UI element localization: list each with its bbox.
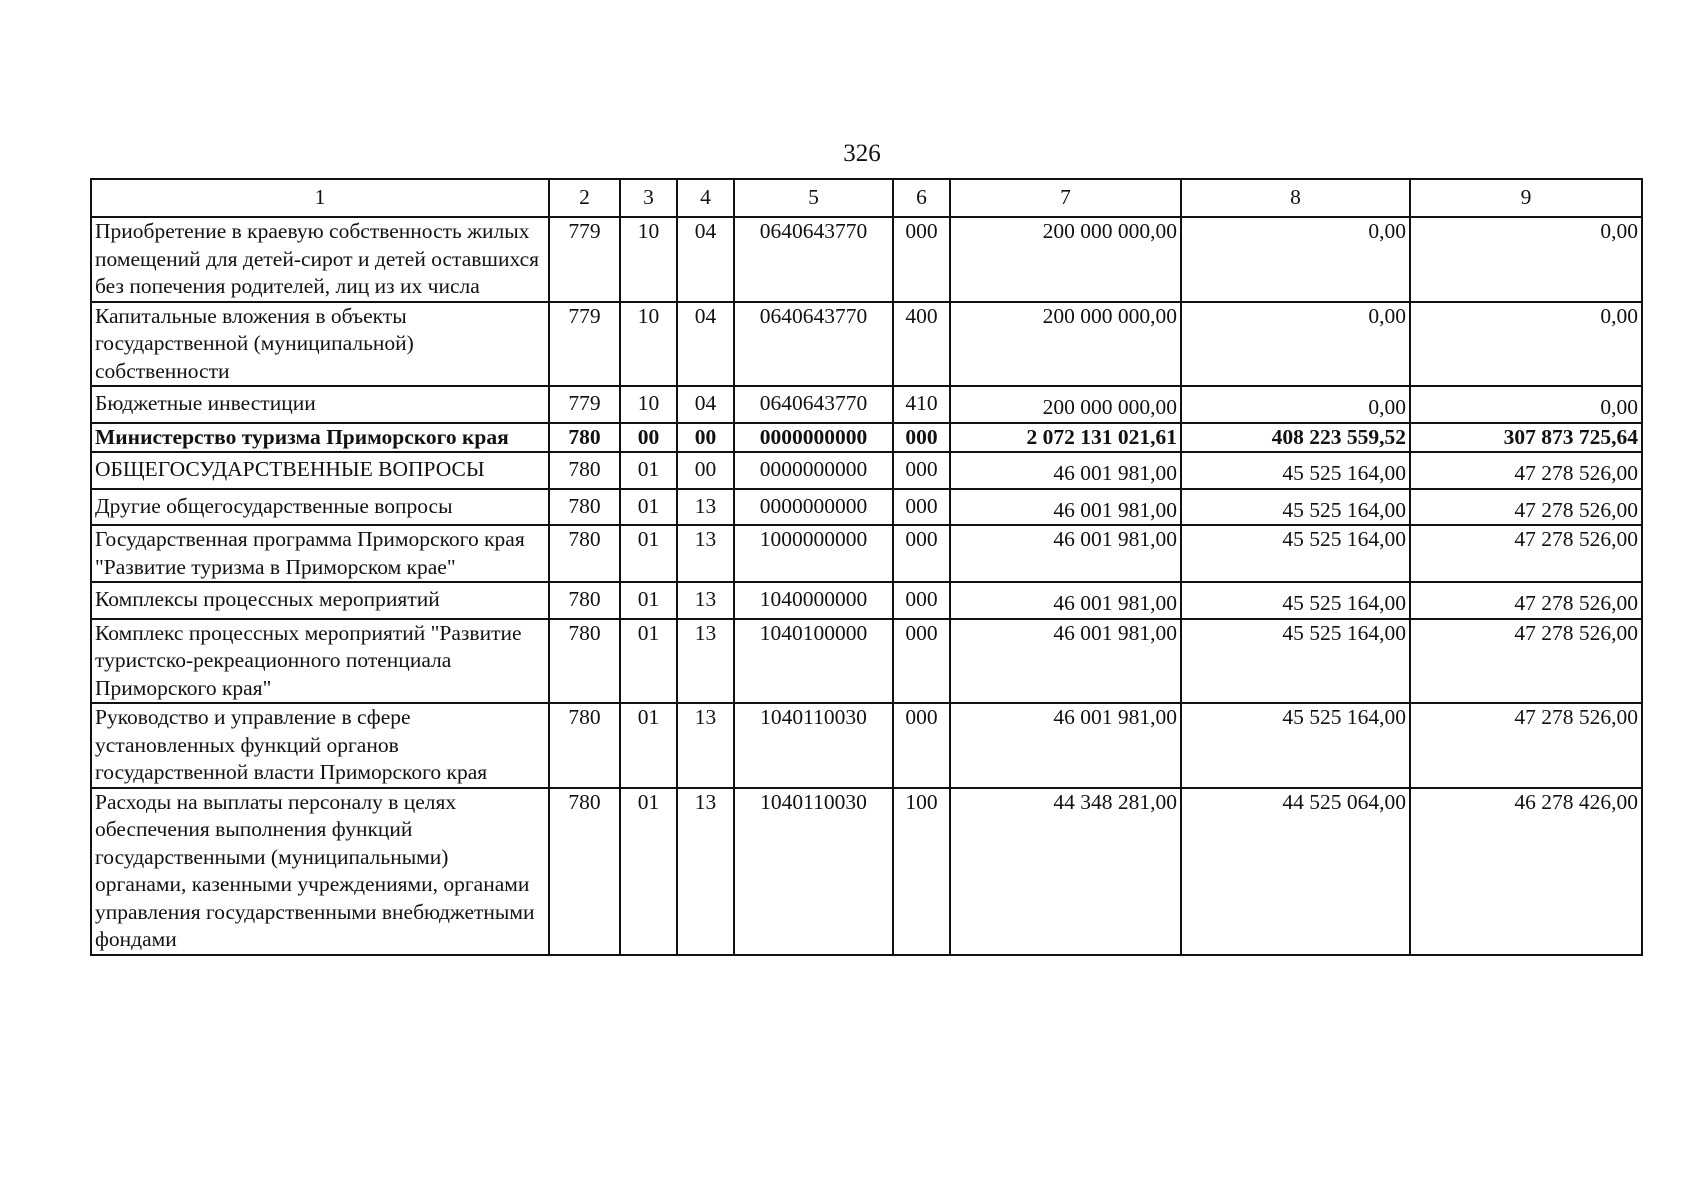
code-cell-6: 100 [893,788,950,955]
row-name-cell: Бюджетные инвестиции [91,386,549,423]
amount-cell-8: 45 525 164,00 [1181,489,1410,526]
header-cell: 8 [1181,179,1410,217]
code-cell-6: 000 [893,423,950,453]
amount-cell-7: 44 348 281,00 [950,788,1181,955]
code-cell-2: 780 [549,452,620,489]
code-cell-4: 13 [677,582,734,619]
table-row [91,386,1642,423]
code-cell-5: 0640643770 [734,386,893,423]
code-cell-2: 779 [549,302,620,387]
table-row [91,302,1642,387]
table-row [91,703,1642,788]
code-cell-6: 400 [893,302,950,387]
row-name-cell: Министерство туризма Приморского края [91,423,549,453]
row-name-cell: Комплексы процессных мероприятий [91,582,549,619]
row-name-cell: Государственная программа Приморского края "Развитие туризма в Приморском крае" [91,525,549,582]
amount-cell-8: 44 525 064,00 [1181,788,1410,955]
code-cell-5: 0640643770 [734,302,893,387]
row-name-cell: Капитальные вложения в объекты государственной (муниципальной) собственности [91,302,549,387]
code-cell-2: 780 [549,525,620,582]
amount-cell-9: 47 278 526,00 [1410,703,1642,788]
code-cell-3: 01 [620,452,677,489]
page-number: 326 [843,140,881,167]
amount-cell-8: 0,00 [1181,217,1410,302]
code-cell-4: 04 [677,217,734,302]
amount-cell-7: 200 000 000,00 [950,386,1181,423]
amount-cell-9: 0,00 [1410,386,1642,423]
header-cell: 5 [734,179,893,217]
code-cell-6: 000 [893,452,950,489]
table-row [91,489,1642,526]
amount-cell-8: 45 525 164,00 [1181,703,1410,788]
row-name-cell: Другие общегосударственные вопросы [91,489,549,526]
table-row [91,582,1642,619]
header-cell: 1 [91,179,549,217]
code-cell-5: 1040000000 [734,582,893,619]
code-cell-5: 0000000000 [734,452,893,489]
code-cell-2: 780 [549,423,620,453]
row-name-cell: Комплекс процессных мероприятий "Развитие туристско-рекреационного потенциала Приморского края" [91,619,549,704]
amount-cell-9: 47 278 526,00 [1410,582,1642,619]
code-cell-2: 780 [549,582,620,619]
code-cell-6: 000 [893,489,950,526]
code-cell-6: 000 [893,619,950,704]
row-name-cell: Расходы на выплаты персоналу в целях обеспечения выполнения функций государственными (муниципальными) органами, казенными учреждениями, органами управления государственными внебюджетными фондами [91,788,549,955]
header-cell: 7 [950,179,1181,217]
code-cell-5: 0640643770 [734,217,893,302]
header-cell: 4 [677,179,734,217]
amount-cell-7: 46 001 981,00 [950,703,1181,788]
row-name-cell: ОБЩЕГОСУДАРСТВЕННЫЕ ВОПРОСЫ [91,452,549,489]
amount-cell-8: 0,00 [1181,302,1410,387]
code-cell-5: 1040100000 [734,619,893,704]
amount-cell-7: 2 072 131 021,61 [950,423,1181,453]
code-cell-3: 01 [620,703,677,788]
code-cell-4: 04 [677,302,734,387]
amount-cell-9: 0,00 [1410,302,1642,387]
code-cell-6: 000 [893,582,950,619]
code-cell-6: 410 [893,386,950,423]
code-cell-4: 13 [677,525,734,582]
budget-table [90,178,1643,956]
header-row [91,179,1642,217]
code-cell-5: 1000000000 [734,525,893,582]
amount-cell-8: 45 525 164,00 [1181,452,1410,489]
table-row [91,217,1642,302]
amount-cell-7: 46 001 981,00 [950,452,1181,489]
amount-cell-7: 200 000 000,00 [950,217,1181,302]
table-row [91,452,1642,489]
amount-cell-9: 47 278 526,00 [1410,489,1642,526]
code-cell-4: 13 [677,619,734,704]
code-cell-5: 0000000000 [734,423,893,453]
code-cell-5: 1040110030 [734,703,893,788]
row-name-cell: Приобретение в краевую собственность жилых помещений для детей-сирот и детей оставшихся без попечения родителей, лиц из их числа [91,217,549,302]
amount-cell-9: 47 278 526,00 [1410,452,1642,489]
amount-cell-7: 46 001 981,00 [950,525,1181,582]
amount-cell-7: 46 001 981,00 [950,619,1181,704]
code-cell-3: 01 [620,582,677,619]
code-cell-3: 01 [620,619,677,704]
code-cell-6: 000 [893,525,950,582]
code-cell-4: 04 [677,386,734,423]
code-cell-2: 780 [549,788,620,955]
amount-cell-8: 45 525 164,00 [1181,619,1410,704]
code-cell-4: 13 [677,788,734,955]
amount-cell-7: 46 001 981,00 [950,489,1181,526]
header-cell: 3 [620,179,677,217]
code-cell-3: 10 [620,386,677,423]
header-cell: 2 [549,179,620,217]
code-cell-2: 780 [549,703,620,788]
amount-cell-8: 45 525 164,00 [1181,582,1410,619]
code-cell-3: 01 [620,525,677,582]
code-cell-3: 00 [620,423,677,453]
row-name-cell: Руководство и управление в сфере установленных функций органов государственной власти Приморского края [91,703,549,788]
code-cell-2: 780 [549,489,620,526]
code-cell-3: 01 [620,489,677,526]
amount-cell-7: 200 000 000,00 [950,302,1181,387]
header-cell: 6 [893,179,950,217]
code-cell-5: 0000000000 [734,489,893,526]
code-cell-2: 780 [549,619,620,704]
amount-cell-8: 408 223 559,52 [1181,423,1410,453]
table-row [91,788,1642,955]
code-cell-4: 13 [677,703,734,788]
code-cell-3: 10 [620,217,677,302]
amount-cell-9: 47 278 526,00 [1410,619,1642,704]
code-cell-3: 10 [620,302,677,387]
code-cell-3: 01 [620,788,677,955]
code-cell-4: 13 [677,489,734,526]
amount-cell-9: 46 278 426,00 [1410,788,1642,955]
amount-cell-9: 0,00 [1410,217,1642,302]
code-cell-6: 000 [893,703,950,788]
table-body [91,217,1642,955]
header-cell: 9 [1410,179,1642,217]
code-cell-5: 1040110030 [734,788,893,955]
code-cell-4: 00 [677,452,734,489]
code-cell-2: 779 [549,386,620,423]
amount-cell-9: 47 278 526,00 [1410,525,1642,582]
code-cell-2: 779 [549,217,620,302]
amount-cell-8: 0,00 [1181,386,1410,423]
table-row [91,525,1642,582]
amount-cell-9: 307 873 725,64 [1410,423,1642,453]
code-cell-6: 000 [893,217,950,302]
code-cell-4: 00 [677,423,734,453]
table-row [91,423,1642,453]
amount-cell-7: 46 001 981,00 [950,582,1181,619]
amount-cell-8: 45 525 164,00 [1181,525,1410,582]
table-row [91,619,1642,704]
